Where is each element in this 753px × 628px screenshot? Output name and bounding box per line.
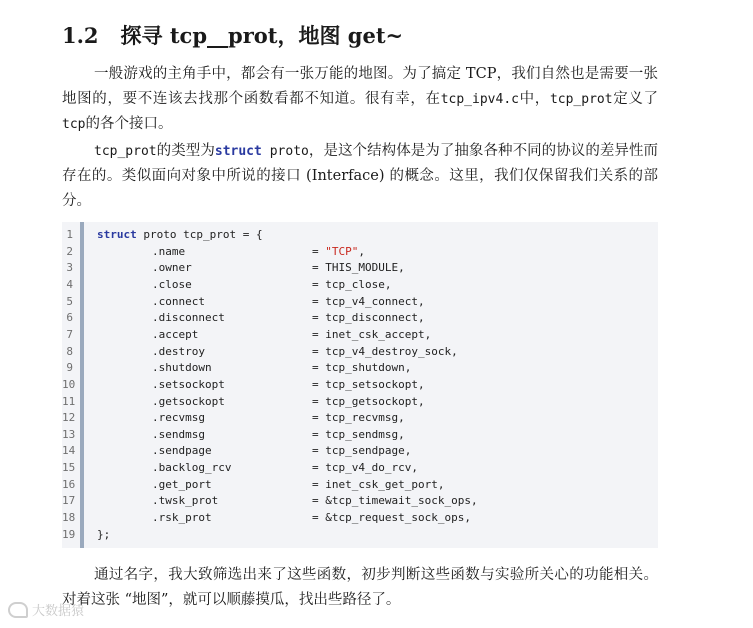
code-line-field (97, 395, 425, 408)
line-number: 12 (62, 411, 76, 425)
assign-operator: = (312, 427, 326, 441)
code-line-field (97, 295, 425, 308)
code-line-field (97, 378, 425, 391)
assign-operator: = (312, 361, 326, 375)
section-heading (62, 20, 403, 50)
line-number: 15 (62, 461, 76, 475)
code-line-field (97, 328, 431, 341)
code-line-field (97, 311, 425, 324)
assign-operator: = (312, 477, 326, 491)
code-line-closing: }; (97, 528, 111, 541)
code-line-field (97, 261, 405, 274)
line-number: 1 (66, 228, 73, 241)
assign-operator: = (312, 461, 326, 475)
line-number: 4 (66, 277, 73, 291)
code-line-field (97, 411, 405, 424)
line-number: 18 (62, 511, 76, 525)
field-value: tcp_getsockopt, (325, 394, 425, 408)
line-number: 10 (62, 377, 76, 391)
field-name: .rsk_prot (152, 511, 212, 525)
paragraph-text: 的类型为 (156, 143, 215, 159)
code-line-field (97, 345, 458, 358)
line-number: 3 (66, 261, 73, 275)
field-value: tcp_v4_destroy_sock, (325, 344, 458, 358)
field-value: inet_csk_get_port, (325, 477, 445, 491)
inline-code-tcp: tcp (62, 117, 86, 132)
field-name: .accept (152, 327, 199, 341)
assign-operator: = (312, 344, 326, 358)
assign-operator: = (312, 494, 326, 508)
code-line-struct-header (97, 228, 263, 241)
line-number: 19 (62, 527, 76, 541)
code-line-field (97, 461, 418, 474)
chat-bubble-icon (8, 602, 28, 618)
inline-code-filename: tcp_ipv4.c (440, 92, 519, 107)
field-value: tcp_v4_do_rcv, (325, 461, 418, 475)
field-name: .sendpage (152, 444, 212, 458)
code-line-field (97, 428, 405, 441)
line-number: 2 (66, 244, 73, 258)
assign-operator: = (312, 277, 326, 291)
field-name: .sendmsg (152, 427, 205, 441)
field-value: inet_csk_accept, (325, 327, 432, 341)
field-value: tcp_disconnect, (325, 311, 425, 325)
section-number: 1.2 (62, 23, 99, 48)
field-value: tcp_recvmsg, (325, 411, 405, 425)
inline-code-proto: proto (261, 144, 309, 159)
paragraph-type-description (62, 139, 658, 214)
field-name: .recvmsg (152, 411, 205, 425)
field-value: tcp_setsockopt, (325, 377, 425, 391)
field-name: .backlog_rcv (152, 461, 232, 475)
code-line-field (97, 361, 411, 374)
string-literal: "TCP" (325, 244, 359, 258)
field-value: THIS_MODULE, (325, 261, 405, 275)
line-number: 5 (66, 294, 73, 308)
assign-operator: = (312, 377, 326, 391)
field-value: tcp_shutdown, (325, 361, 412, 375)
paragraph-text: 一般游戏的主角手中，都会有一张万能的地图。为了搞定 TCP，我们自然也是需要一张地图的，要不连该去找那个函数看都不知道。很有幸，在 (62, 66, 658, 107)
line-number: 7 (66, 327, 73, 341)
watermark-text: 大数据猿 (32, 604, 85, 619)
inline-code-tcp-prot: tcp_prot (94, 144, 157, 159)
assign-operator: = (312, 444, 326, 458)
field-value: &tcp_request_sock_ops, (325, 511, 471, 525)
field-name: .getsockopt (152, 394, 225, 408)
field-name: .name (152, 244, 186, 258)
field-name: .disconnect (152, 311, 225, 325)
field-name: .owner (152, 261, 192, 275)
line-number: 13 (62, 427, 76, 441)
line-number: 14 (62, 444, 76, 458)
paragraph-text: 的各个接口。 (85, 116, 173, 132)
paragraph-text: ，是这个结构体是为了抽象各种不同的协议的差异性而存在的。类似面向对象中所说的接口 (Interface) 的概念。这里，我们仅保留我们关系的部分。 (62, 143, 659, 209)
assign-operator: = (312, 411, 326, 425)
line-number: 16 (62, 477, 76, 491)
line-number: 8 (66, 344, 73, 358)
field-value: "TCP", (325, 244, 365, 258)
code-line-field (97, 494, 478, 507)
code-line-field (97, 511, 471, 524)
line-number: 6 (66, 311, 73, 325)
field-name: .connect (152, 294, 205, 308)
code-line-field (97, 444, 411, 457)
field-name: .shutdown (152, 361, 212, 375)
code-line-field (97, 478, 444, 491)
inline-code-tcp-prot: tcp_prot (549, 92, 613, 107)
assign-operator: = (312, 311, 326, 325)
assign-operator: = (312, 327, 326, 341)
assign-operator: = (312, 244, 326, 258)
assign-operator: = (312, 261, 326, 275)
field-value: tcp_sendpage, (325, 444, 412, 458)
assign-operator: = (312, 294, 326, 308)
paragraph-intro (62, 62, 658, 137)
code-line-field (97, 245, 365, 258)
line-number-gutter (62, 222, 84, 548)
field-value: tcp_v4_connect, (325, 294, 425, 308)
line-number: 9 (66, 361, 73, 375)
watermark (8, 600, 84, 619)
code-line-field (97, 278, 391, 291)
section-title: 探寻 tcp__prot，地图 get~ (120, 23, 404, 48)
paragraph-conclusion: 通过名字，我大致筛选出来了这些函数，初步判断这些函数与实验所关心的功能相关。对着这张 “地图”，就可以顺藤摸瓜，找出些路径了。 (62, 567, 658, 608)
field-name: .get_port (152, 477, 212, 491)
code-text: proto tcp_prot = { (136, 228, 263, 241)
field-name: .destroy (152, 344, 205, 358)
field-name: .setsockopt (152, 377, 225, 391)
field-name: .close (152, 277, 192, 291)
field-name: .twsk_prot (152, 494, 219, 508)
assign-operator: = (312, 511, 326, 525)
code-keyword: struct (97, 228, 137, 241)
assign-operator: = (312, 394, 326, 408)
line-number: 11 (62, 394, 76, 408)
inline-code-keyword: struct (214, 144, 262, 159)
paragraph-text: 定义了 (612, 91, 659, 107)
field-value: &tcp_timewait_sock_ops, (325, 494, 478, 508)
line-number: 17 (62, 494, 76, 508)
field-value: tcp_sendmsg, (325, 427, 405, 441)
code-listing (62, 222, 658, 548)
paragraph-text: 中， (518, 91, 550, 107)
field-value: tcp_close, (325, 277, 392, 291)
